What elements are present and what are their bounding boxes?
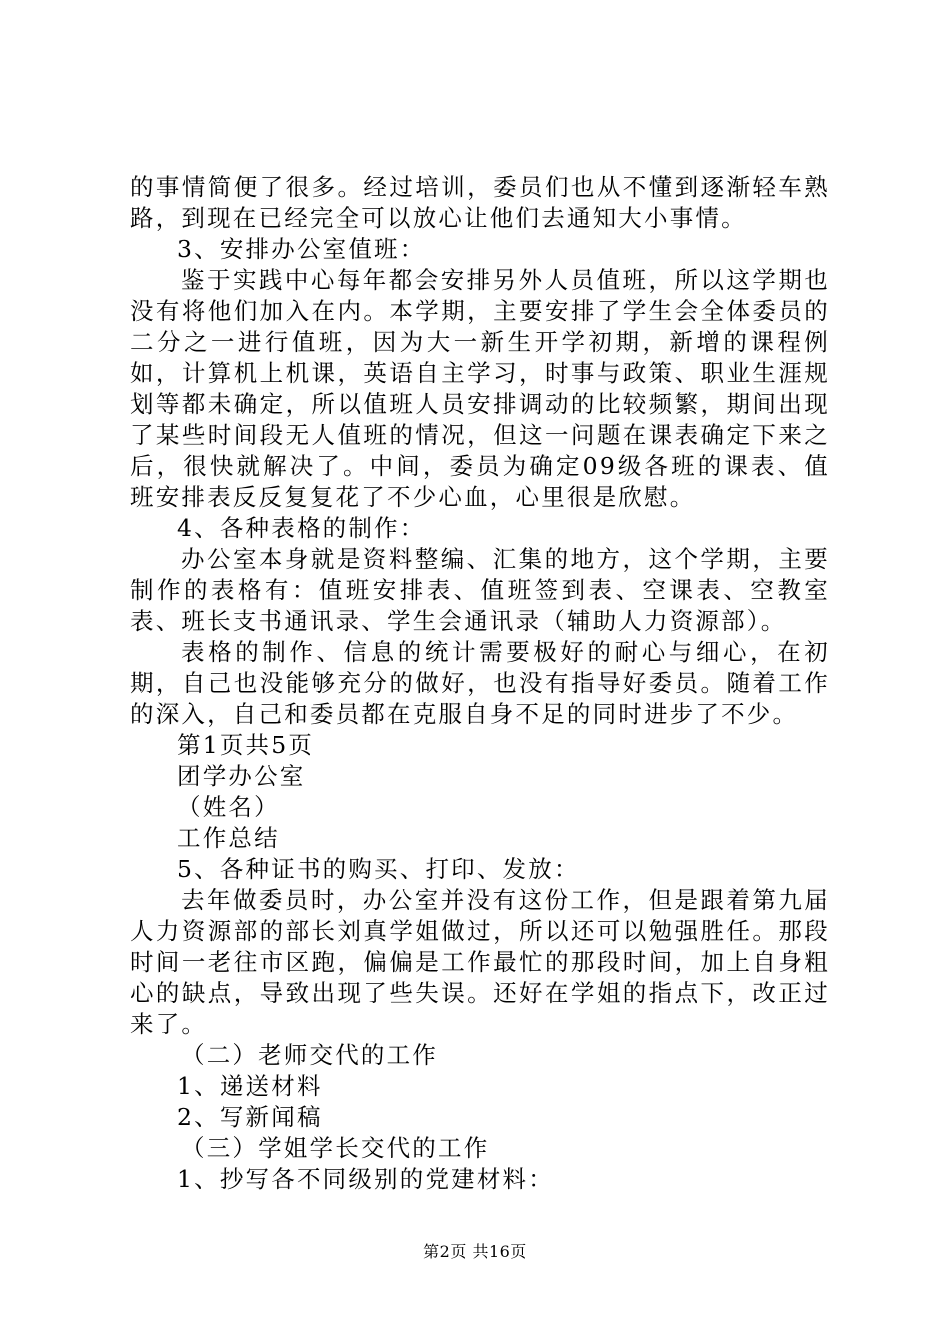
inline-page-marker: 第1页共5页 <box>177 731 315 759</box>
list-item: 2、写新闻稿 <box>177 1103 323 1131</box>
paragraph: 鉴于实践中心每年都会安排另外人员值班，所以这学期也没有将他们加入在内。本学期，主要安排了学生会全体委员的二分之一进行值班，因为大一新生开学初期，新增的课程例如，计算机上机课，英语自主学习，时事与政策、职业生涯规划等都未确定，所以值班人员安排调动的比较频繁，期间出现了某些时间段无人值班的情况，但这一问题在课表确定下来之后，很快就解决了。中间，委员为确定09级各班的课表、值班安排表反反复复花了不少心血，心里很是欣慰。 <box>130 266 830 511</box>
paragraph: 办公室本身就是资料整编、汇集的地方，这个学期，主要制作的表格有：值班安排表、值班签到表、空课表、空教室表、班长支书通讯录、学生会通讯录（辅助人力资源部）。 <box>130 545 830 635</box>
paragraph: 的事情简便了很多。经过培训，委员们也从不懂到逐渐轻车熟路，到现在已经完全可以放心让他们去通知大小事情。 <box>130 173 830 232</box>
section-heading: （三）学姐学长交代的工作 <box>181 1134 490 1162</box>
list-item: 1、抄写各不同级别的党建材料： <box>177 1165 554 1193</box>
paragraph: 去年做委员时，办公室并没有这份工作，但是跟着第九届人力资源部的部长刘真学姐做过，所以还可以勉强胜任。那段时间一老往市区跑，偏偏是工作最忙的那段时间，加上自身粗心的缺点，导致出现了些失误。还好在学姐的指点下，改正过来了。 <box>130 886 830 1038</box>
page-footer: 第2页 共16页 <box>423 1242 527 1261</box>
section-heading: 5、各种证书的购买、打印、发放： <box>177 855 580 883</box>
inline-line: 团学办公室 <box>177 762 306 790</box>
section-heading: 4、各种表格的制作： <box>177 514 426 542</box>
section-heading: （二）老师交代的工作 <box>181 1041 438 1069</box>
inline-line: （姓名） <box>177 793 280 821</box>
paragraph: 表格的制作、信息的统计需要极好的耐心与细心，在初期，自己也没能够充分的做好，也没有指导好委员。随着工作的深入，自己和委员都在克服自身不足的同时进步了不少。 <box>130 638 830 728</box>
section-heading: 3、安排办公室值班： <box>177 235 426 263</box>
document-body <box>130 172 830 1195</box>
inline-line: 工作总结 <box>177 824 280 852</box>
list-item: 1、递送材料 <box>177 1072 323 1100</box>
